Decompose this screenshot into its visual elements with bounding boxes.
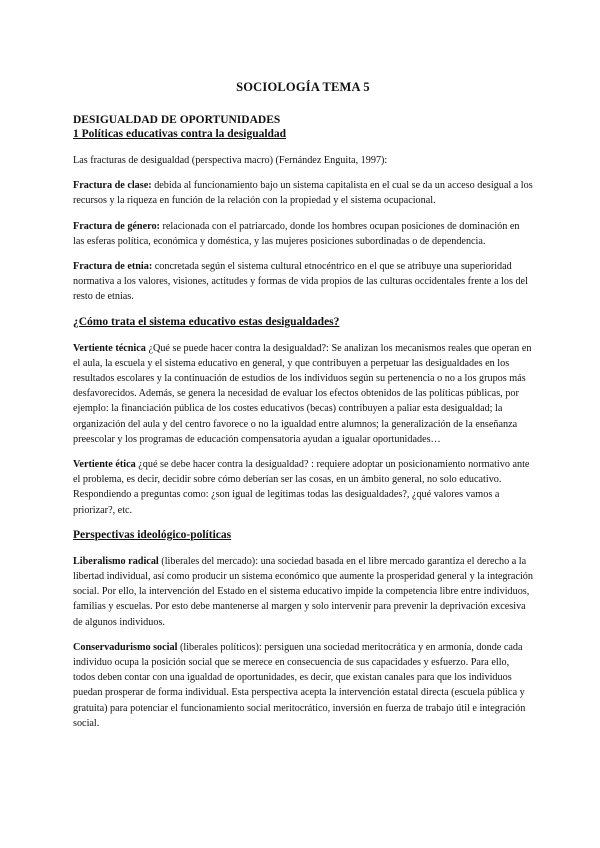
fractura-clase-term: Fractura de clase:: [73, 180, 152, 192]
fractura-genero-text: relacionada con el patriarcado, donde los hombres ocupan posiciones de dominación en las esferas política, económica y doméstica, y las mujeres posiciones subordinadas o de dependencia.: [73, 220, 520, 247]
vertiente-etica-term: Vertiente ética: [73, 459, 136, 471]
fractura-etnia-text: concretada según el sistema cultural etnocéntrico en el que se atribuye una superioridad normativa a los valores, visiones, actitudes y formas de vida propios de las culturas occidentales frente a los del resto de etnias.: [73, 261, 528, 303]
fractura-genero-paragraph: [73, 219, 533, 249]
liberalismo-paragraph: [73, 554, 533, 630]
fractura-genero-term: Fractura de género:: [73, 220, 160, 232]
fractura-etnia-term: Fractura de etnia:: [73, 261, 153, 273]
vertiente-tecnica-text: ¿Qué se puede hacer contra la desigualdad?: Se analizan los mecanismos reales que operan en el aula, la escuela y el sistema educativo en general, y que contribuyen a perpetuar las desigualdades en los resultados escolares y la continuación de estudios de los individuos según su pertenencia o no a los grupos más desfavorecidos. Además, se genera la necesidad de evaluar los efectos obtenidos de las políticas públicas, por ejemplo: la financiación pública de los costes educativos (becas) contribuyen a paliar esta desigualdad; la organización del aula y del centro favorece o no la igualdad entre alumnos; la generalización de la enseñanza preescolar y los programas de educación compensatoria ayudan a igualar oportunidades…: [73, 342, 532, 445]
vertiente-tecnica-paragraph: [73, 341, 533, 447]
section-heading-perspectivas: Perspectivas ideológico-políticas: [73, 528, 232, 541]
fractura-clase-paragraph: [73, 178, 533, 208]
main-heading: DESIGUALDAD DE OPORTUNIDADES: [73, 114, 281, 126]
document-title: SOCIOLOGÍA TEMA 5: [236, 80, 370, 94]
vertiente-etica-text: ¿qué se debe hacer contra la desigualdad? : requiere adoptar un posicionamiento normativo ante el problema, es decir, decidir sobre cómo deberían ser las cosas, en un ámbito general, no solo educativo. Respondiendo a preguntas como: ¿son igual de legítimas todas las desigualdades?, ¿qué valores vamos a priorizar?, etc.: [73, 459, 530, 516]
sub-heading: 1 Políticas educativas contra la desigualdad: [73, 128, 287, 140]
vertiente-tecnica-term: Vertiente técnica: [73, 342, 146, 354]
conservadurismo-term: Conservadurismo social: [73, 641, 178, 653]
vertiente-etica-paragraph: [73, 457, 533, 518]
liberalismo-term: Liberalismo radical: [73, 555, 159, 567]
fractura-clase-text: debida al funcionamiento bajo un sistema capitalista en el cual se da un acceso desigual a los recursos y la riqueza en función de la relación con la propiedad y el sistema ocupacional.: [73, 180, 533, 207]
fractura-etnia-paragraph: [73, 259, 533, 305]
conservadurismo-paragraph: [73, 640, 533, 731]
liberalismo-text: (liberales del mercado): una sociedad basada en el libre mercado garantiza el derecho a la libertad individual, así como producir un sistema económico que aumente la prosperidad general y la integración social. Por ello, la intervención del Estado en el sistema educativo impide la competencia libre entre individuos, familias y escuelas. Por esto debe mantenerse al margen y solo intervenir para prevenir la deprivación excesiva de algunos individuos.: [73, 555, 533, 628]
document-page: [73, 80, 533, 741]
intro-paragraph: Las fracturas de desigualdad (perspectiva macro) (Fernández Enguita, 1997):: [73, 155, 388, 166]
section-heading-sistema-educativo: ¿Cómo trata el sistema educativo estas desigualdades?: [73, 315, 340, 328]
conservadurismo-text: (liberales políticos): persiguen una sociedad meritocrática y en armonía, donde cada individuo ocupa la posición social que se merece en consecuencia de sus capacidades y esfuerzo. Para ello, todos deben contar con una igualdad de oportunidades, es decir, que existan canales para que los individuos puedan prosperar de forma individual. Esta perspectiva acepta la intervención estatal directa (escuela pública y gratuita) para potenciar el funcionamiento social meritocrático, inversión en fuerza de trabajo útil e integración social.: [73, 641, 526, 729]
